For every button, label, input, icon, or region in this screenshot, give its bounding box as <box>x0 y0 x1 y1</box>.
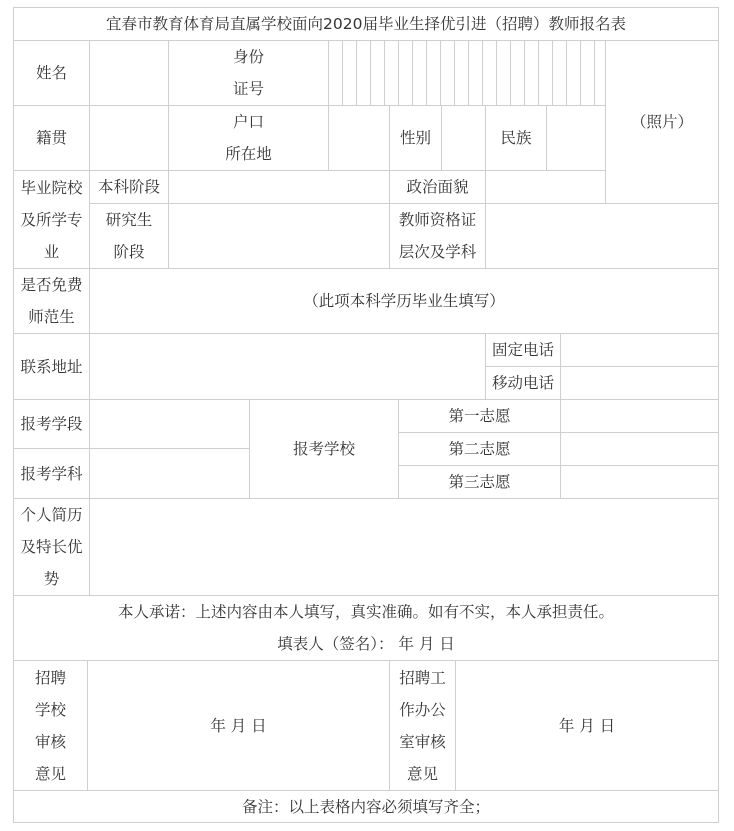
label-office-review-line3: 室审核 <box>399 732 446 751</box>
resume-field[interactable] <box>89 498 719 596</box>
id-digit-box[interactable] <box>482 40 497 106</box>
label-resume-line1: 个人简历 <box>20 506 83 524</box>
label-free-line1: 是否免费 <box>20 276 83 294</box>
label-name: 姓名 <box>13 40 90 106</box>
id-digit-box[interactable] <box>552 40 567 106</box>
label-third-choice: 第三志愿 <box>398 465 561 499</box>
label-gender: 性别 <box>389 105 442 171</box>
label-grad-line1: 研究生 <box>105 211 153 229</box>
third-choice-field[interactable] <box>560 465 719 499</box>
label-teacher-cert <box>389 203 486 269</box>
address-field[interactable] <box>89 333 486 400</box>
label-school-line3: 业 <box>43 242 60 261</box>
label-cert-line2: 层次及学科 <box>398 243 477 261</box>
remark: 备注：以上表格内容必须填写齐全； <box>13 790 719 823</box>
undergrad-field[interactable] <box>168 170 390 204</box>
label-office-review <box>389 660 456 791</box>
school-review-field[interactable]: 年 月 日 <box>87 660 390 791</box>
label-resume-line3: 势 <box>43 570 60 588</box>
label-id-number <box>168 40 329 106</box>
label-school-review <box>13 660 88 791</box>
label-native-place: 籍贯 <box>13 105 90 171</box>
teacher-cert-field[interactable] <box>485 203 719 269</box>
label-hukou-line1: 户口 <box>232 113 264 131</box>
gender-field[interactable] <box>441 105 486 171</box>
label-office-review-line4: 意见 <box>406 764 438 783</box>
label-office-review-line1: 招聘工 <box>399 668 446 687</box>
form-title: 宜春市教育体育局直属学校面向2020届毕业生择优引进（招聘）教师报名表 <box>13 7 719 41</box>
native-place-field[interactable] <box>89 105 169 171</box>
id-digit-box[interactable] <box>496 40 511 106</box>
label-office-review-line2: 作办公 <box>399 700 446 719</box>
apply-subject-field[interactable] <box>89 448 250 499</box>
id-digit-box[interactable] <box>370 40 385 106</box>
hukou-field[interactable] <box>328 105 390 171</box>
mobile-field[interactable] <box>560 366 719 400</box>
id-digit-box[interactable] <box>384 40 399 106</box>
label-school-review-line2: 学校 <box>34 700 66 719</box>
label-cert-line1: 教师资格证 <box>398 211 477 229</box>
id-digit-box[interactable] <box>426 40 441 106</box>
free-normal-student-field[interactable]: （此项本科学历毕业生填写） <box>89 268 719 334</box>
id-digit-box[interactable] <box>440 40 455 106</box>
political-status-field[interactable] <box>485 170 606 204</box>
label-free-line2: 师范生 <box>28 308 75 326</box>
landline-field[interactable] <box>560 333 719 367</box>
label-political-status: 政治面貌 <box>389 170 486 204</box>
label-school-review-line1: 招聘 <box>34 668 66 687</box>
id-digit-box[interactable] <box>454 40 469 106</box>
label-second-choice: 第二志愿 <box>398 432 561 466</box>
label-id-line1: 身份 <box>232 48 264 66</box>
label-school-line2: 及所学专 <box>20 210 83 229</box>
label-apply-stage: 报考学段 <box>13 399 90 449</box>
label-hukou-line2: 所在地 <box>225 145 272 163</box>
id-digit-box[interactable] <box>538 40 553 106</box>
id-digit-box[interactable] <box>342 40 357 106</box>
label-mobile: 移动电话 <box>485 366 561 400</box>
id-digit-box[interactable] <box>510 40 525 106</box>
label-undergrad-stage: 本科阶段 <box>89 170 169 204</box>
photo-box[interactable]: （照片） <box>605 40 719 204</box>
label-school-review-line4: 意见 <box>34 764 66 783</box>
first-choice-field[interactable] <box>560 399 719 433</box>
label-first-choice: 第一志愿 <box>398 399 561 433</box>
pledge-section <box>13 595 719 661</box>
id-digit-box[interactable] <box>328 40 343 106</box>
id-digit-box[interactable] <box>356 40 371 106</box>
label-landline: 固定电话 <box>485 333 561 367</box>
name-field[interactable] <box>89 40 169 106</box>
label-school-line1: 毕业院校 <box>20 178 83 197</box>
label-apply-school: 报考学校 <box>249 399 399 499</box>
id-digit-box[interactable] <box>524 40 539 106</box>
id-digit-box[interactable] <box>398 40 413 106</box>
pledge-text: 本人承诺：上述内容由本人填写，真实准确。如有不实，本人承担责任。 <box>117 603 614 621</box>
label-resume <box>13 498 90 596</box>
second-choice-field[interactable] <box>560 432 719 466</box>
id-digit-box[interactable] <box>580 40 595 106</box>
label-school-major <box>13 170 90 269</box>
label-grad-line2: 阶段 <box>113 243 145 261</box>
ethnicity-field[interactable] <box>546 105 606 171</box>
office-review-field[interactable]: 年 月 日 <box>455 660 719 791</box>
id-digit-box[interactable] <box>566 40 581 106</box>
label-id-line2: 证号 <box>232 80 264 98</box>
label-apply-subject: 报考学科 <box>13 448 90 499</box>
label-address: 联系地址 <box>13 333 90 400</box>
label-hukou <box>168 105 329 171</box>
graduate-field[interactable] <box>168 203 390 269</box>
id-digit-box[interactable] <box>412 40 427 106</box>
id-digit-box[interactable] <box>468 40 483 106</box>
label-school-review-line3: 审核 <box>34 732 66 751</box>
label-resume-line2: 及特长优 <box>20 538 83 556</box>
label-graduate-stage <box>89 203 169 269</box>
apply-stage-field[interactable] <box>89 399 250 449</box>
label-ethnicity: 民族 <box>485 105 547 171</box>
signer-line: 填表人（签名）： 年 月 日 <box>277 635 455 653</box>
label-free-normal-student <box>13 268 90 334</box>
